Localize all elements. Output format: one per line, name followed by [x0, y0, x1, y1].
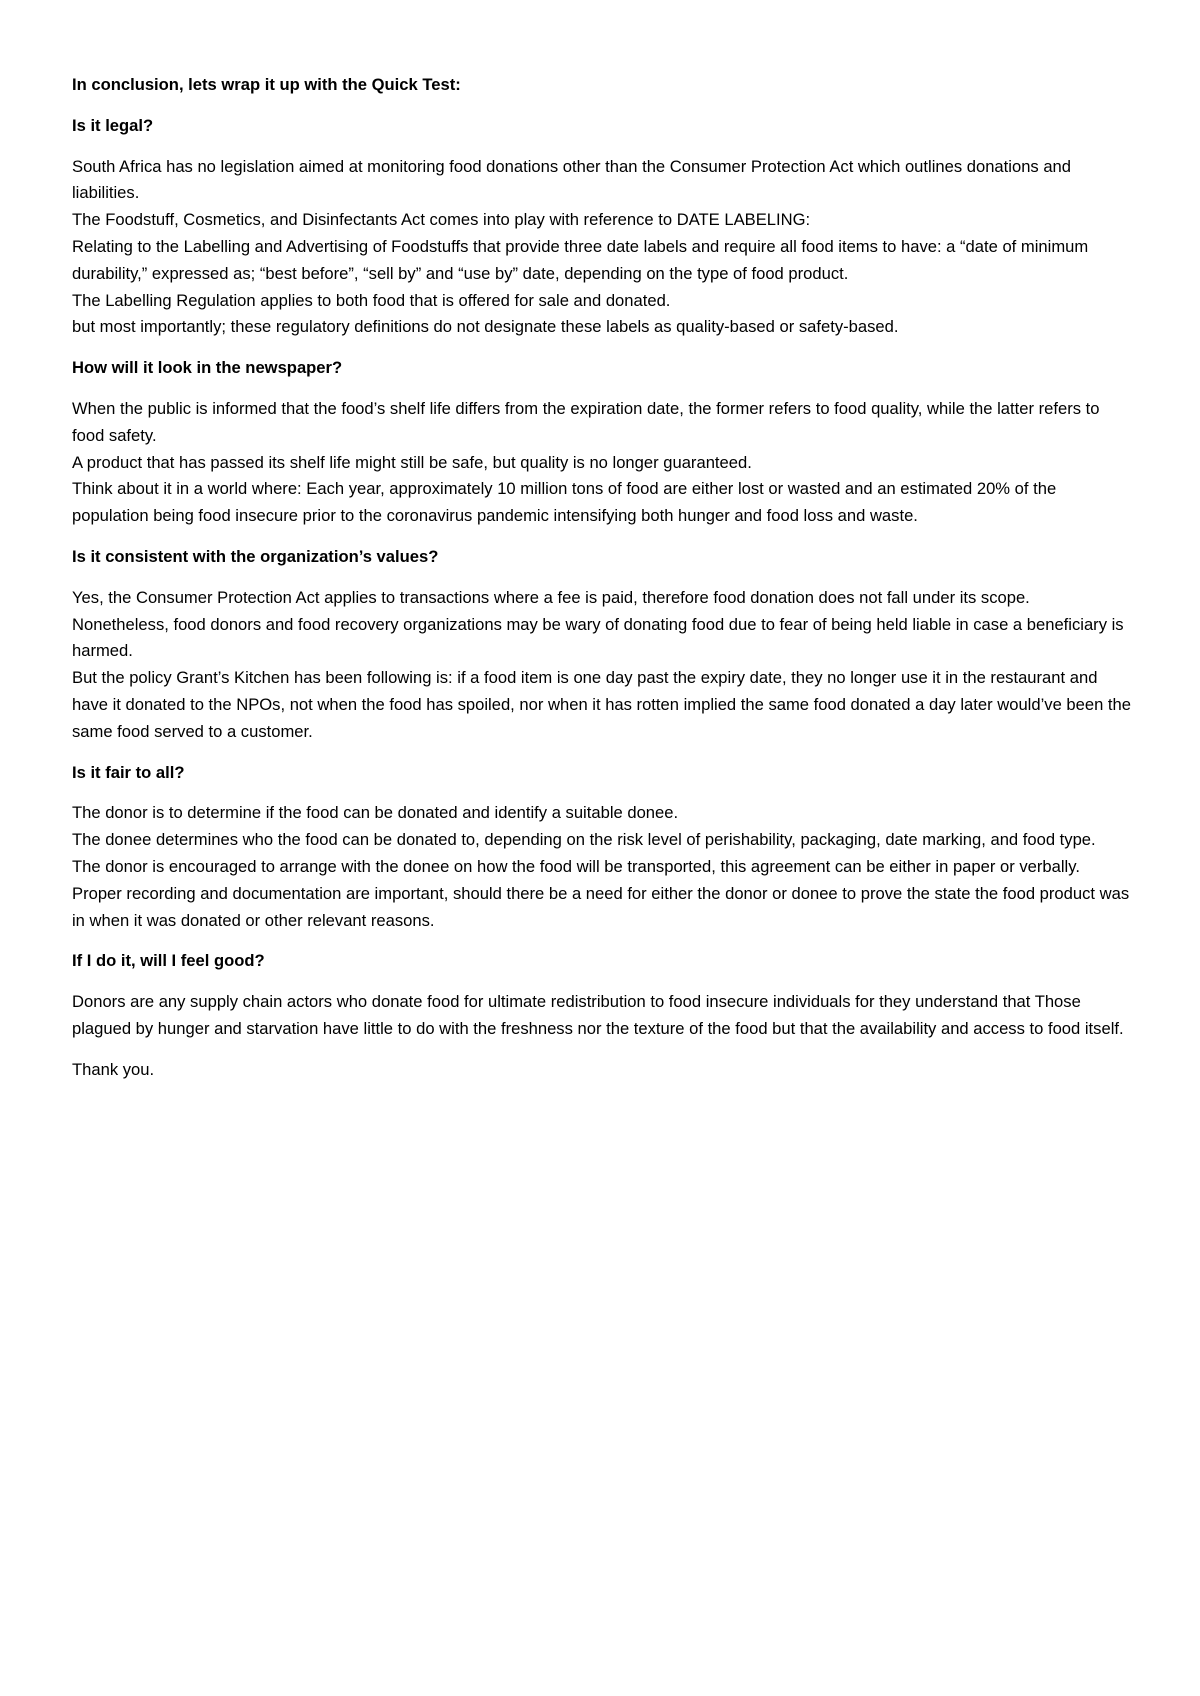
paragraph: The Labelling Regulation applies to both food that is offered for sale and donated. [72, 290, 671, 310]
paragraph: Yes, the Consumer Protection Act applies to transactions where a fee is paid, therefore food donation does not fall under its scope. [72, 587, 1030, 607]
paragraph: The donor is encouraged to arrange with the donee on how the food will be transported, this agreement can be either in paper or verbally. [72, 856, 1080, 876]
paragraph: Nonetheless, food donors and food recovery organizations may be wary of donating food due to fear of being held liable in case a beneficiary is harmed. [72, 614, 1124, 661]
section-fair [72, 760, 1132, 935]
section-feel-good [72, 948, 1132, 1042]
paragraph: South Africa has no legislation aimed at monitoring food donations other than the Consumer Protection Act which outlines donations and liabilities. [72, 156, 1072, 203]
document-title: In conclusion, lets wrap it up with the Quick Test: [72, 75, 461, 94]
paragraph: Think about it in a world where: Each year, approximately 10 million tons of food are either lost or wasted and an estimated 20% of the population being food insecure prior to the coronavirus pandemic intensifying both hunger and food loss and waste. [72, 479, 1057, 526]
paragraph: The Foodstuff, Cosmetics, and Disinfectants Act comes into play with reference to DATE LABELING: [72, 210, 811, 230]
paragraph: The donor is to determine if the food can be donated and identify a suitable donee. [72, 803, 679, 823]
closing-text: Thank you. [72, 1059, 155, 1079]
section-heading: Is it fair to all? [72, 762, 185, 782]
paragraph: A product that has passed its shelf life might still be safe, but quality is no longer guaranteed. [72, 452, 752, 472]
paragraph: Relating to the Labelling and Advertising of Foodstuffs that provide three date labels and require all food items to have: a “date of minimum durability,” expressed as; “best before”, “sell by” and “use by” date, depending on the type of food product. [72, 236, 1089, 283]
section-heading: Is it consistent with the organization’s values? [72, 546, 439, 566]
paragraph: When the public is informed that the food’s shelf life differs from the expiration date, the former refers to food quality, while the latter refers to food safety. [72, 398, 1100, 445]
paragraph: Proper recording and documentation are important, should there be a need for either the donor or donee to prove the state the food product was in when it was donated or other relevant reasons. [72, 883, 1130, 930]
section-heading: If I do it, will I feel good? [72, 951, 265, 971]
paragraph: But the policy Grant’s Kitchen has been following is: if a food item is one day past the expiry date, they no longer use it in the restaurant and have it donated to the NPOs, not when the food has spoiled, nor when it has rotten implied the same food donated a day later would’ve been the same food served to a customer. [72, 668, 1132, 741]
paragraph: but most importantly; these regulatory definitions do not designate these labels as quality-based or safety-based. [72, 317, 899, 337]
section-heading: How will it look in the newspaper? [72, 358, 343, 378]
section-newspaper [72, 355, 1132, 530]
section-legal [72, 113, 1132, 341]
section-heading: Is it legal? [72, 115, 154, 135]
document-page [72, 72, 1132, 1084]
section-values [72, 544, 1132, 746]
paragraph: Donors are any supply chain actors who donate food for ultimate redistribution to food insecure individuals for they understand that Those plagued by hunger and starvation have little to do with the freshness nor the texture of the food but that the availability and access to food itself. [72, 992, 1124, 1038]
paragraph: The donee determines who the food can be donated to, depending on the risk level of perishability, packaging, date marking, and food type. [72, 830, 1096, 850]
